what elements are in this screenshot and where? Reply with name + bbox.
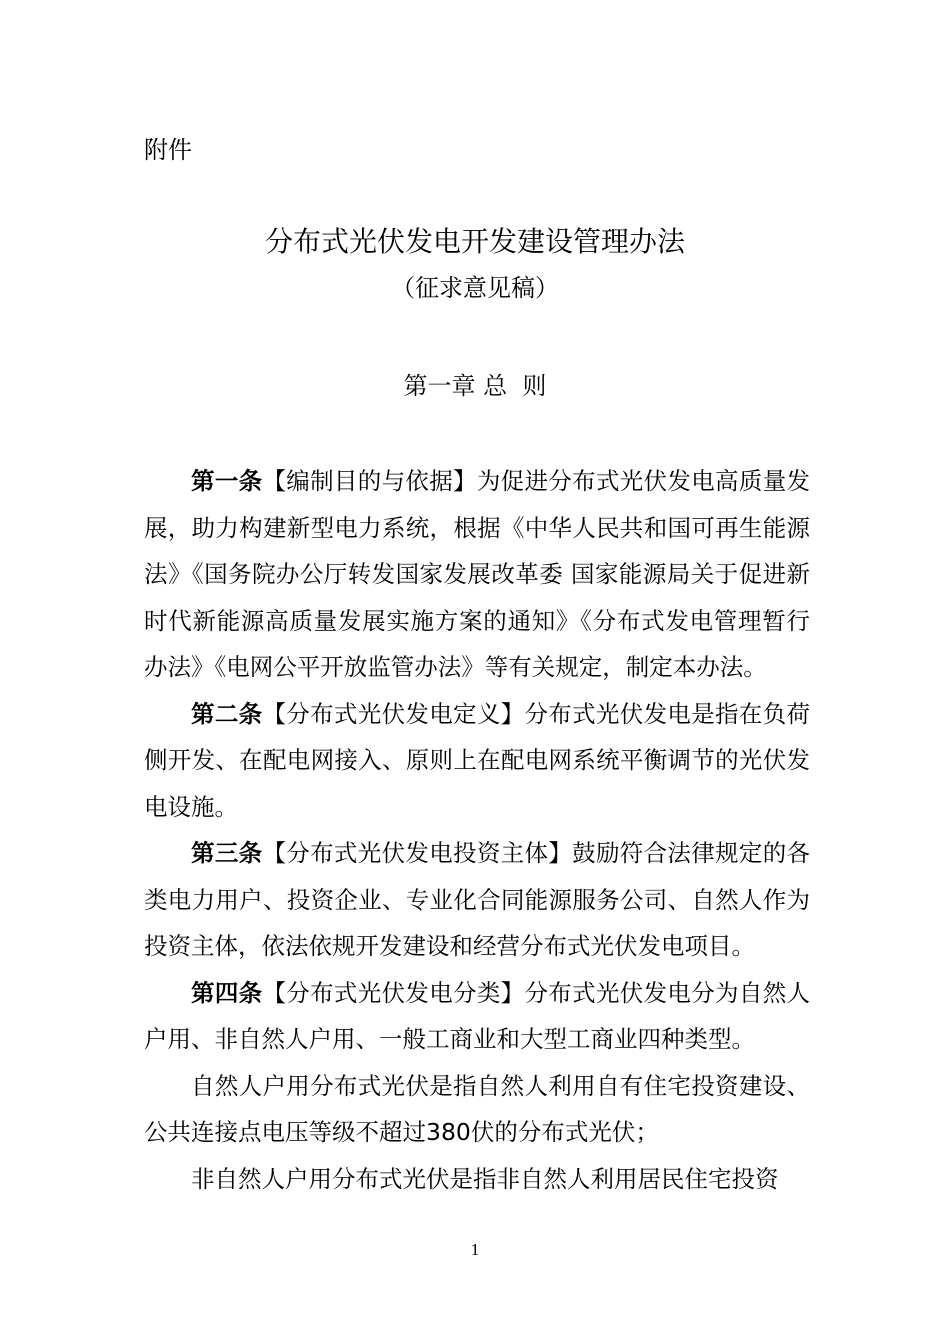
chapter-heading: 第一章 总 则	[403, 372, 547, 400]
article-text: 【分布式光伏发电投资主体】鼓励符合法律规定的各类电力用户、投资企业、专业化合同能源服务公司、自然人作为投资主体，依法依规开发建设和经营分布式光伏发电项目。	[144, 839, 811, 960]
article-1	[144, 458, 810, 691]
article-2	[144, 691, 810, 831]
article-label: 第一条	[191, 467, 263, 495]
article-text: 【编制目的与依据】为促进分布式光伏发电高质量发展，助力构建新型电力系统，根据《中华人民共和国可再生能源法》《国务院办公厅转发国家发展改革委 国家能源局关于促进新时代新能源高质量发展实施方案的通知》《分布式发电管理暂行办法》《电网公平开放监管办法》等有关规定，制定本办法。	[144, 467, 811, 681]
document-subtitle: （征求意见稿）	[391, 274, 559, 302]
paragraph-residential-non-natural: 非自然人户用分布式光伏是指非自然人利用居民住宅投资	[191, 1164, 779, 1193]
page-number: 1	[470, 1240, 480, 1259]
paragraph-residential-natural: 自然人户用分布式光伏是指自然人利用自有住宅投资建设、公共连接点电压等级不超过380伏的分布式光伏；	[144, 1071, 810, 1146]
document-title: 分布式光伏发电开发建设管理办法	[264, 225, 685, 258]
article-4	[144, 970, 810, 1063]
article-label: 第三条	[191, 839, 263, 867]
attachment-label: 附件	[144, 136, 192, 164]
article-label: 第四条	[191, 978, 263, 1007]
article-label: 第二条	[191, 699, 263, 728]
article-text: 【分布式光伏发电分类】分布式光伏发电分为自然人户用、非自然人户用、一般工商业和大型工商业四种类型。	[144, 978, 811, 1053]
article-text: 【分布式光伏发电定义】分布式光伏发电是指在负荷侧开发、在配电网接入、原则上在配电网系统平衡调节的光伏发电设施。	[144, 699, 811, 821]
article-3	[144, 830, 810, 970]
document-body	[144, 458, 810, 1202]
